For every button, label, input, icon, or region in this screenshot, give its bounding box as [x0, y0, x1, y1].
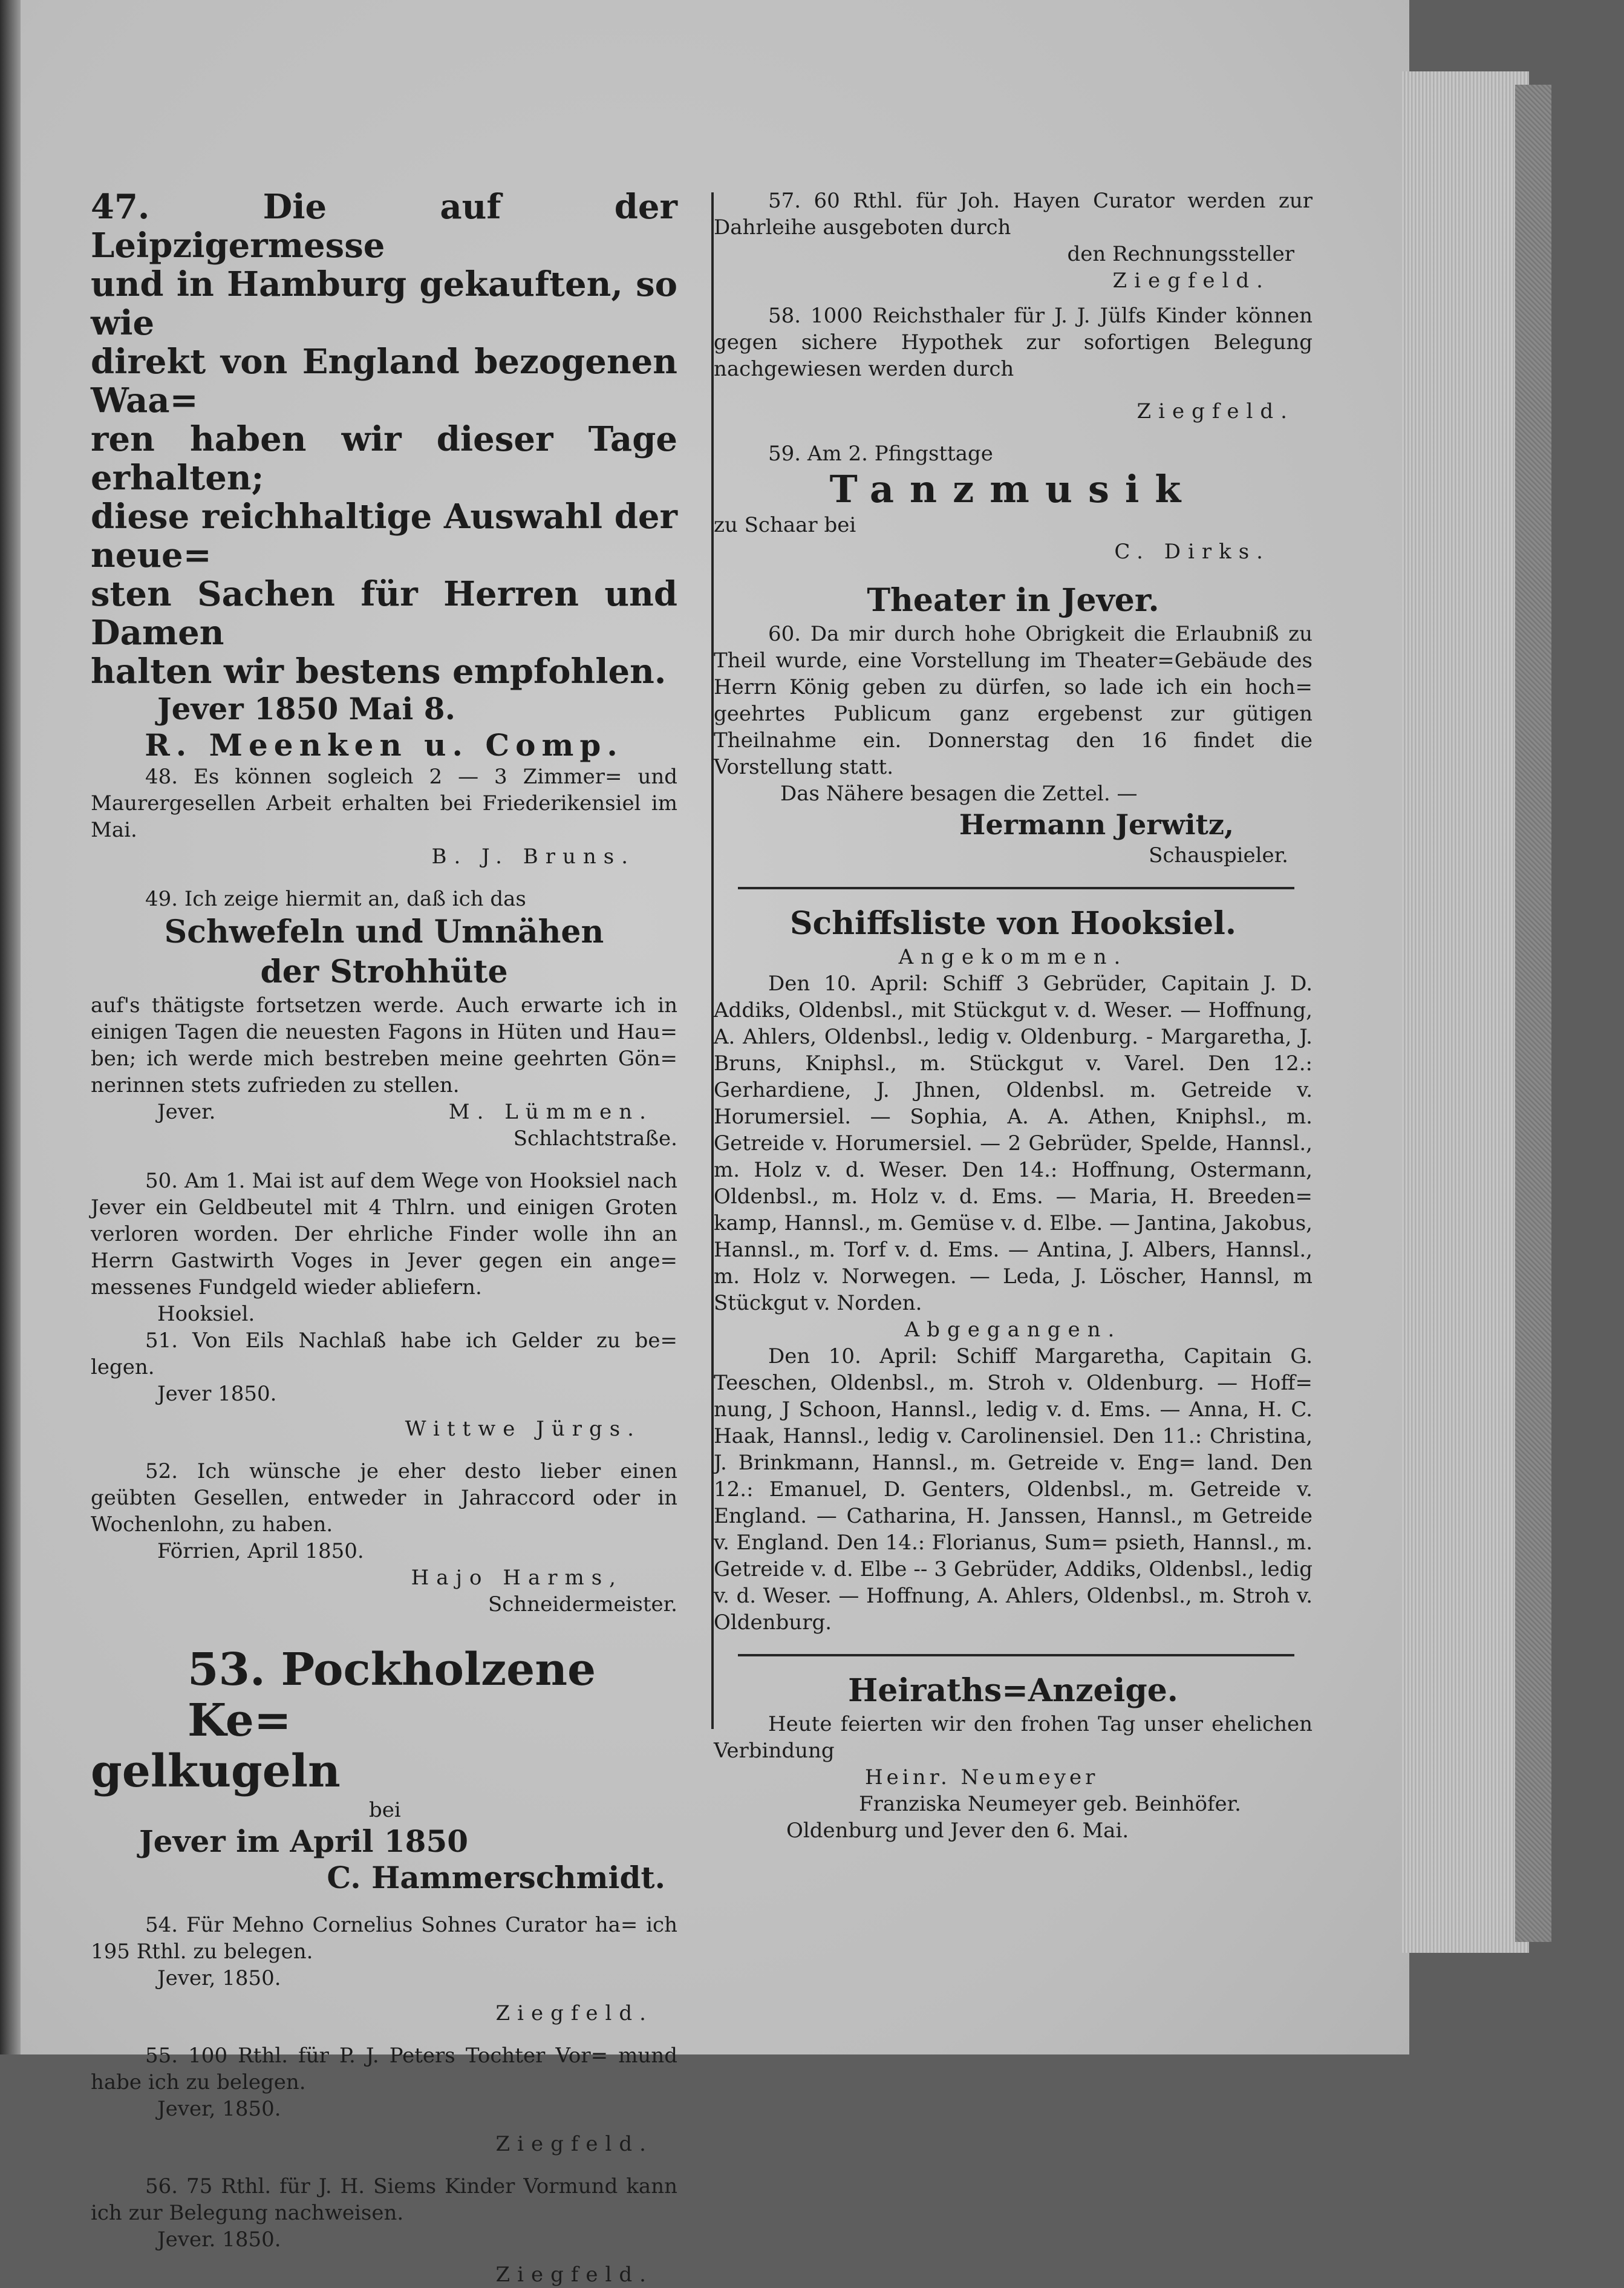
marriage-name: Franziska Neumeyer geb. Beinhöfer. [859, 1792, 1241, 1816]
ad-56 [91, 2173, 677, 2288]
ad-47-line: diese reichhaltige Auswahl der neue= [91, 497, 677, 575]
book-page-edges [1402, 71, 1529, 1953]
ad-47-line: ren haben wir dieser Tage erhalten; [91, 419, 677, 498]
ad-59-heading: Tanzmusik [829, 467, 1197, 511]
ad-48-text: 48. Es können sogleich 2 — 3 Zimmer= und Maurergesellen Arbeit erhalten bei Friederikensiel im Mai. [91, 765, 677, 842]
ad-50-place: Hooksiel. [157, 1302, 255, 1326]
ad-56-date: Jever. 1850. [157, 2228, 281, 2252]
ad-60-text: 60. Da mir durch hohe Obrigkeit die Erlaubniß zu Theil wurde, eine Vorstellung im Theater=Gebäude des Herrn König geben zu dürfen, so lade ich ein hoch= geehrtes Publicum ganz ergebenst zur gütigen Theilnahme ein. Donnerstag den 16 findet die Vorstellung statt. [714, 622, 1313, 779]
ad-55-signature: Ziegfeld. [495, 2132, 653, 2156]
ad-49-intro: 49. Ich zeige hiermit an, daß ich das [145, 887, 526, 911]
ad-53 [91, 1644, 677, 1896]
ad-48-signature: B. J. Bruns. [431, 845, 635, 869]
ad-51-text: 51. Von Eils Nachlaß habe ich Gelder zu be= legen. [91, 1329, 677, 1379]
ad-51-signature: Wittwe Jürgs. [405, 1417, 641, 1441]
ad-55 [91, 2042, 677, 2157]
ship-list-departed-label: Abgegangen. [904, 1318, 1122, 1342]
ship-list-heading: Schiffsliste von Hooksiel. [789, 905, 1237, 942]
ad-59-signature: C. Dirks. [1114, 540, 1270, 564]
ad-59-intro: 59. Am 2. Pfingsttage [768, 442, 993, 466]
ad-49-heading: der Strohhüte [260, 953, 508, 990]
ad-53-heading: 53. Pockholzene Ke= [188, 1644, 596, 1747]
ad-57-signature: Ziegfeld. [1112, 269, 1270, 293]
ship-list-departed-text: Den 10. April: Schiff Margaretha, Capitain G. Teeschen, Oldenbsl., m. Stroh v. Oldenburg. — Hoff= nung, J Schoon, Hannsl., ledig v. d. Ems. — Anna, H. C. Haak, Hannsl., ledig v. Carolinensiel. Den 11.: Christina, J. Brinkmann, Hannsl., m. Getreide v. Eng= land. Den 12.: Emanuel, D. Genters, Oldenbsl., m. Getreide v. England. — Catharina, H. Janssen, Hannsl., m Getreide v. England. Den 14.: Florianus, Sum= psieth, Hannsl., m. Getreide v. d. Elbe -- 3 Gebrüder, Addiks, Oldenbsl., ledig v. d. Weser. — Hoffnung, A. Ahlers, Oldenbsl., m. Stroh v. Oldenburg. [714, 1344, 1313, 1635]
ad-49-street: Schlachtstraße. [513, 1126, 677, 1151]
ad-47 [91, 188, 677, 763]
ad-49-heading: Schwefeln und Umnähen [164, 914, 604, 950]
ad-55-text: 55. 100 Rthl. für P. J. Peters Tochter Vor= mund habe ich zu belegen. [91, 2044, 677, 2094]
marriage-notice [714, 1671, 1313, 1844]
ad-52-date: Förrien, April 1850. [157, 1539, 364, 1563]
ad-49-text: auf's thätigste fortsetzen werde. Auch erwarte ich in einigen Tagen die neuesten Fagons in Hüten und Hau= ben; ich werde mich bestreben meine geehrten Gön= nerinnen stets zufrieden zu stellen. [91, 993, 677, 1097]
ad-56-text: 56. 75 Rthl. für J. H. Siems Kinder Vormund kann ich zur Belegung nachweisen. [91, 2174, 677, 2225]
ad-50 [91, 1168, 677, 1327]
ad-47-date: Jever 1850 Mai 8. [157, 691, 455, 727]
ad-58 [714, 302, 1313, 425]
ship-list-arrived-text: Den 10. April: Schiff 3 Gebrüder, Capitain J. D. Addiks, Oldenbsl., mit Stückgut v. d. Weser. — Hoffnung, A. Ahlers, Oldenbsl., ledig v. Oldenburg. - Margaretha, J. Bruns, Kniphsl., m. Stückgut v. Varel. Den 12.: Gerhardiene, J. Jhnen, Oldenbsl. m. Getreide v. Horumersiel. — Sophia, A. A. Athen, Kniphsl., m. Getreide v. Horumersiel. — 2 Gebrüder, Spelde, Hannsl., m. Holz v. d. Weser. Den 14.: Hoffnung, Ostermann, Oldenbsl., m. Holz v. d. Ems. — Maria, H. Breeden= kamp, Hannsl., m. Gemüse v. d. Elbe. — Jantina, Jakobus, Hannsl., m. Torf v. d. Ems. — Antina, J. Albers, Hannsl., m. Holz v. Norwegen. — Leda, J. Löscher, Hannsl, m Stückgut v. Norden. [714, 972, 1313, 1315]
marriage-place: Oldenburg und Jever den 6. Mai. [786, 1819, 1129, 1843]
ad-49 [91, 886, 677, 1152]
ad-53-bei: bei [369, 1798, 401, 1822]
ad-59 [714, 440, 1313, 565]
ad-47-line: sten Sachen für Herren und Damen [91, 574, 677, 653]
ad-58-text: 58. 1000 Reichsthaler für J. J. Jülfs Kinder können gegen sichere Hypothek zur sofortigen Belegung nachgewiesen werden durch [714, 304, 1313, 381]
marriage-heading: Heiraths=Anzeige. [848, 1672, 1178, 1709]
book-gutter-shadow [0, 0, 21, 2054]
ad-53-heading: gelkugeln [91, 1745, 341, 1797]
ad-51-date: Jever 1850. [157, 1382, 277, 1406]
ad-54-date: Jever, 1850. [157, 1966, 281, 1990]
ad-48 [91, 763, 677, 870]
ad-60-signature: Hermann Jerwitz, [959, 808, 1234, 841]
ad-60-heading: Theater in Jever. [867, 582, 1159, 619]
ship-list-arrived-label: Angekommen. [898, 945, 1128, 969]
right-column [714, 188, 1313, 1844]
ad-52-text: 52. Ich wünsche je eher desto lieber einen geübten Gesellen, entweder in Jahraccord oder in Wochenlohn, zu haben. [91, 1459, 677, 1537]
ad-60-note: Das Nähere besagen die Zettel. — [780, 782, 1138, 806]
ad-57-text: 57. 60 Rthl. für Joh. Hayen Curator werden zur Dahrleihe ausgeboten durch [714, 189, 1313, 240]
ad-49-place: Jever. [157, 1100, 216, 1124]
ad-51 [91, 1327, 677, 1442]
ad-56-signature: Ziegfeld. [495, 2263, 653, 2287]
ad-58-signature: Ziegfeld. [1136, 399, 1294, 423]
section-divider [738, 887, 1294, 889]
ad-59-place: zu Schaar bei [714, 513, 856, 537]
ad-47-signature: R. Meenken u. Comp. [145, 727, 624, 763]
marriage-name: Heinr. Neumeyer [865, 1765, 1099, 1790]
ad-60 [714, 581, 1313, 869]
ship-list [714, 904, 1313, 1636]
ad-57 [714, 188, 1313, 294]
ad-54-text: 54. Für Mehno Cornelius Sohnes Curator ha= ich 195 Rthl. zu belegen. [91, 1913, 677, 1964]
ad-49-signature: M. Lümmen. [448, 1100, 653, 1124]
ad-55-date: Jever, 1850. [157, 2097, 281, 2121]
ad-53-date: Jever im April 1850 [139, 1823, 469, 1859]
book-cover-edge [1515, 85, 1551, 1942]
ad-57-sender: den Rechnungssteller [1067, 242, 1294, 266]
ad-52-title: Schneidermeister. [488, 1592, 677, 1616]
ad-47-line: halten wir bestens empfohlen. [91, 652, 667, 691]
ad-47-line: 47. Die auf der Leipzigermesse [91, 187, 677, 266]
ad-52-signature: Hajo Harms, [411, 1566, 623, 1590]
ad-52 [91, 1458, 677, 1618]
ad-47-line: direkt von England bezogenen Waa= [91, 342, 677, 420]
marriage-text: Heute feierten wir den frohen Tag unser ehelichen Verbindung [714, 1712, 1313, 1763]
ad-54-signature: Ziegfeld. [495, 2001, 653, 2025]
left-column [91, 188, 677, 2288]
ad-50-text: 50. Am 1. Mai ist auf dem Wege von Hooksiel nach Jever ein Geldbeutel mit 4 Thlrn. und einigen Groten verloren worden. Der ehrliche Finder wolle ihn an Herrn Gastwirth Voges in Jever gegen ein ange= messenes Fundgeld wieder abliefern. [91, 1169, 677, 1299]
ad-54 [91, 1912, 677, 2027]
ad-60-title: Schauspieler. [1149, 843, 1288, 868]
ad-53-signature: C. Hammerschmidt. [327, 1860, 665, 1895]
section-divider [738, 1654, 1294, 1656]
ad-47-line: und in Hamburg gekauften, so wie [91, 264, 677, 343]
